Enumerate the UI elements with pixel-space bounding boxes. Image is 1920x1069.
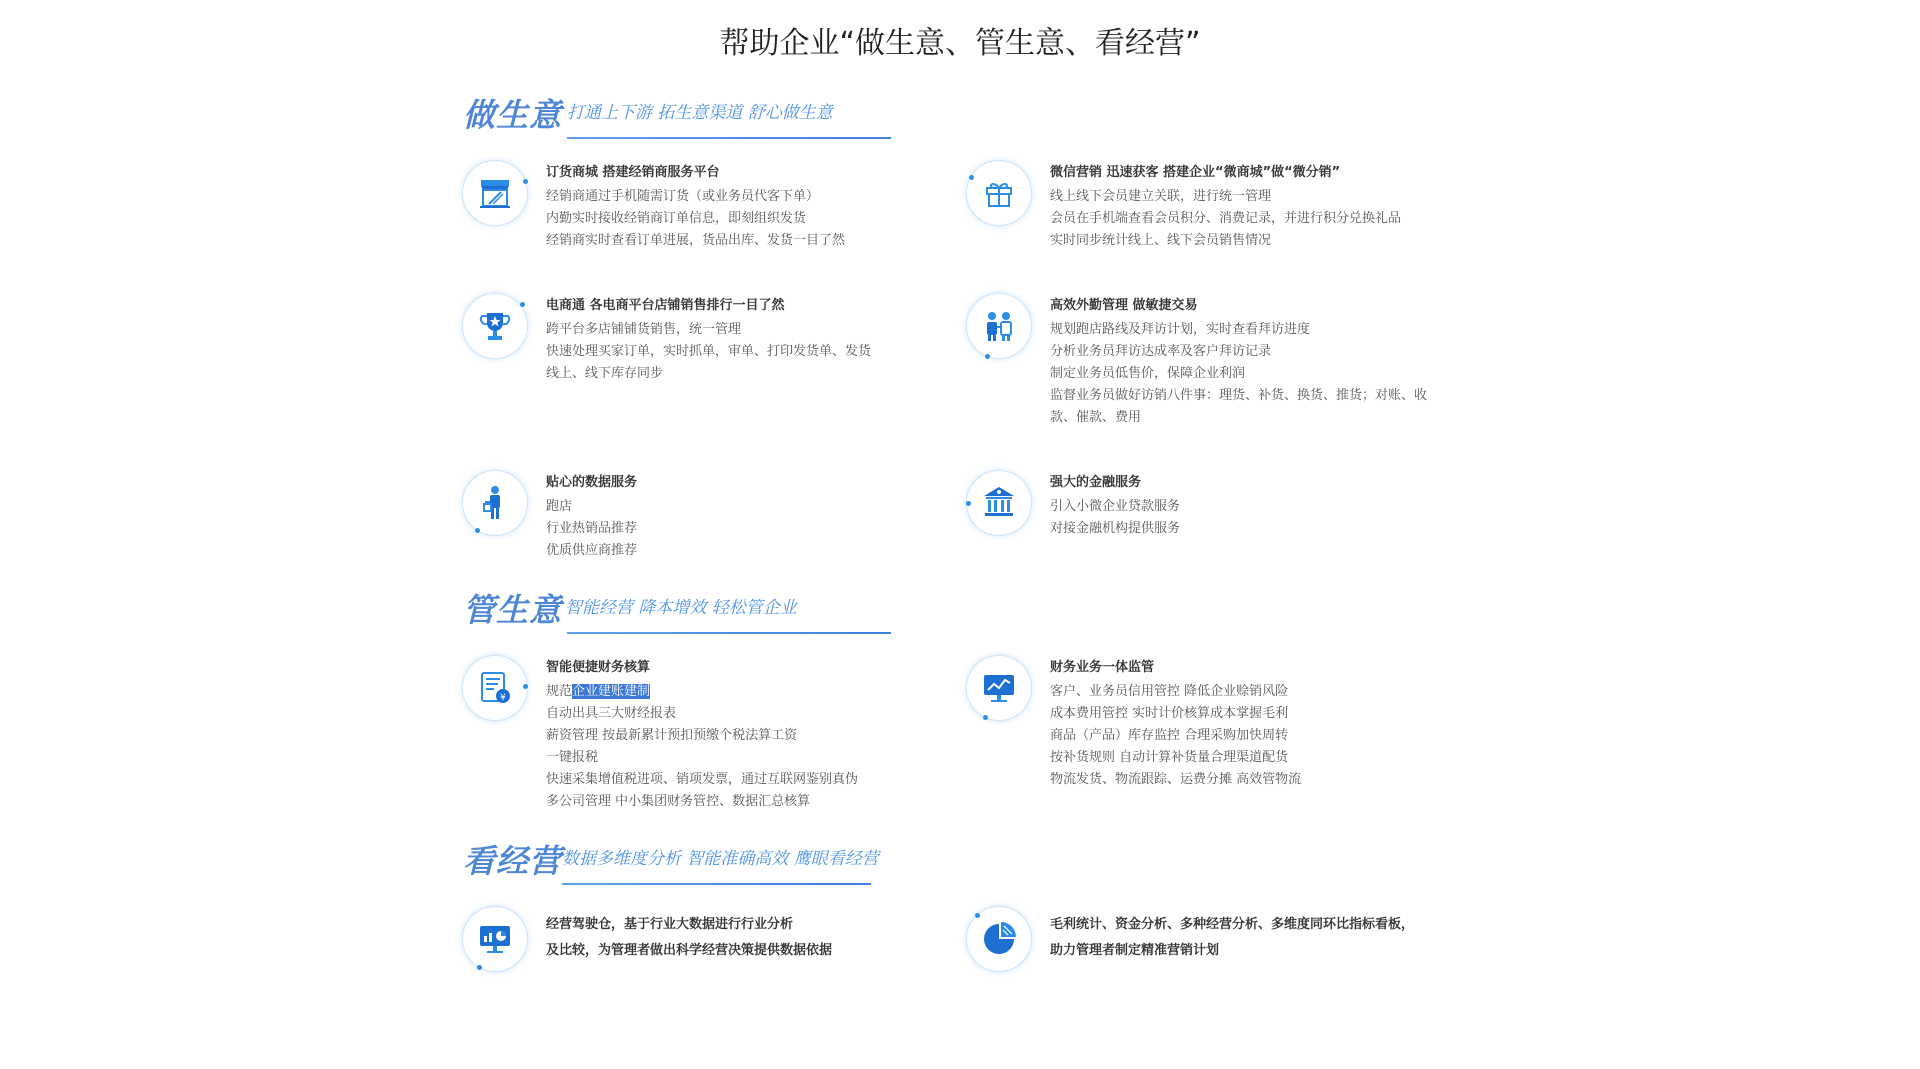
- feature-line: 跨平台多店铺铺货销售，统一管理: [546, 322, 742, 337]
- feature-title: 微信营销 迅速获客 搭建企业“微商城”做“微分销”: [1050, 165, 1341, 180]
- feature-line: 多公司管理 中小集团财务管控、数据汇总核算: [546, 794, 811, 809]
- feature-line: 规划跑店路线及拜访计划，实时查看拜访进度: [1050, 322, 1311, 337]
- selected-text[interactable]: 企业建账建制: [572, 684, 651, 699]
- feature-line: 行业热销品推荐: [546, 521, 638, 536]
- section-header-view-business: [463, 838, 891, 882]
- section-title: 做生意: [463, 96, 563, 134]
- feature-line: 制定业务员低售价，保障企业利润: [1050, 366, 1246, 381]
- feature-line: 成本费用管控 实时计价核算成本掌握毛利: [1050, 706, 1289, 721]
- feature-line: 款、催款、费用: [1050, 410, 1142, 425]
- feature-line: 经销商通过手机随需订货（或业务员代客下单）: [546, 189, 820, 204]
- feature-line: 快速处理买家订单，实时抓单，审单、打印发货单、发货: [546, 344, 872, 359]
- trophy-icon: [476, 307, 514, 345]
- feature-title: 高效外勤管理 做敏捷交易: [1050, 298, 1198, 313]
- feature-line: 跑店: [546, 499, 573, 514]
- feature-title: 智能便捷财务核算: [546, 660, 651, 675]
- feature-line: 一键报税: [546, 750, 599, 765]
- icon-badge: [966, 160, 1032, 226]
- icon-badge: [966, 906, 1032, 972]
- feature-title: 财务业务一体监管: [1050, 660, 1155, 675]
- feature-title: 强大的金融服务: [1050, 475, 1142, 490]
- feature-line: 引入小微企业贷款服务: [1050, 499, 1181, 514]
- feature-title: 订货商城 搭建经销商服务平台: [546, 165, 720, 180]
- dashboard-icon: [476, 920, 514, 958]
- section-underline: [567, 137, 891, 139]
- pie-chart-icon: [980, 920, 1018, 958]
- feature-line: 分析业务员拜访达成率及客户拜访记录: [1050, 344, 1272, 359]
- section-subtitle: 数据多维度分析 智能准确高效 鹰眼看经营: [562, 849, 879, 869]
- section-title: 看经营: [463, 842, 563, 880]
- section-header-do-business: [463, 92, 891, 136]
- icon-badge: [462, 470, 528, 536]
- store-icon: [476, 174, 514, 212]
- page-title: 帮助企业“做生意、管生意、看经营”: [719, 26, 1201, 61]
- feature-line: 客户、业务员信用管控 降低企业赊销风险: [1050, 684, 1289, 699]
- feature-line: 商品（产品）库存监控 合理采购加快周转: [1050, 728, 1289, 743]
- feature-line: 快速采集增值税进项、销项发票，通过互联网鉴别真伪: [546, 772, 859, 787]
- feature-line: 经销商实时查看订单进展，货品出库、发货一目了然: [546, 233, 846, 248]
- feature-line: [546, 681, 946, 703]
- invoice-icon: [476, 669, 514, 707]
- section-subtitle: 智能经营 降本增效 轻松管企业: [565, 598, 797, 618]
- feature-line: 会员在手机端查看会员积分、消费记录，并进行积分兑换礼品: [1050, 211, 1402, 226]
- svg-text:¥: ¥: [500, 693, 506, 703]
- feature-line: 自动出具三大财经报表: [546, 706, 677, 721]
- feature-line: 线上线下会员建立关联，进行统一管理: [1050, 189, 1272, 204]
- icon-badge: [462, 160, 528, 226]
- section-subtitle: 打通上下游 拓生意渠道 舒心做生意: [567, 103, 833, 123]
- line-prefix: 规范: [546, 684, 573, 699]
- feature-line: 对接金融机构提供服务: [1050, 521, 1181, 536]
- feature-title: 贴心的数据服务: [546, 475, 638, 490]
- section-underline: [567, 632, 891, 634]
- section-header-manage-business: [463, 587, 891, 631]
- feature-line: 优质供应商推荐: [546, 543, 638, 558]
- feature-title: 电商通 各电商平台店铺销售排行一目了然: [546, 298, 785, 313]
- feature-line: 按补货规则 自动计算补货量合理渠道配货: [1050, 750, 1289, 765]
- icon-badge: [966, 293, 1032, 359]
- icon-badge: [462, 655, 528, 721]
- feature-line: 毛利统计、资金分析、多种经营分析、多维度同环比指标看板，: [1050, 917, 1415, 932]
- field-staff-icon: [980, 307, 1018, 345]
- monitor-chart-icon: [980, 669, 1018, 707]
- feature-line: 助力管理者制定精准营销计划: [1050, 943, 1220, 958]
- feature-line: 内勤实时接收经销商订单信息，即刻组织发货: [546, 211, 807, 226]
- gift-icon: [980, 174, 1018, 212]
- icon-badge: [462, 293, 528, 359]
- feature-line: 监督业务员做好访销八件事：理货、补货、换货、推货；对账、收: [1050, 388, 1428, 403]
- feature-line: 物流发货、物流跟踪、运费分摊 高效管物流: [1050, 772, 1302, 787]
- feature-line: 及比较，为管理者做出科学经营决策提供数据依据: [546, 943, 833, 958]
- icon-badge: [966, 470, 1032, 536]
- feature-line: 实时同步统计线上、线下会员销售情况: [1050, 233, 1272, 248]
- feature-line: 经营驾驶仓，基于行业大数据进行行业分析: [546, 917, 794, 932]
- section-underline: [562, 883, 871, 885]
- icon-badge: [966, 655, 1032, 721]
- feature-line: 线上、线下库存同步: [546, 366, 664, 381]
- icon-badge: [462, 906, 528, 972]
- person-icon: [476, 484, 514, 522]
- section-title: 管生意: [463, 591, 563, 629]
- feature-line: 薪资管理 按最新累计预扣预缴个税法算工资: [546, 728, 798, 743]
- bank-icon: [980, 484, 1018, 522]
